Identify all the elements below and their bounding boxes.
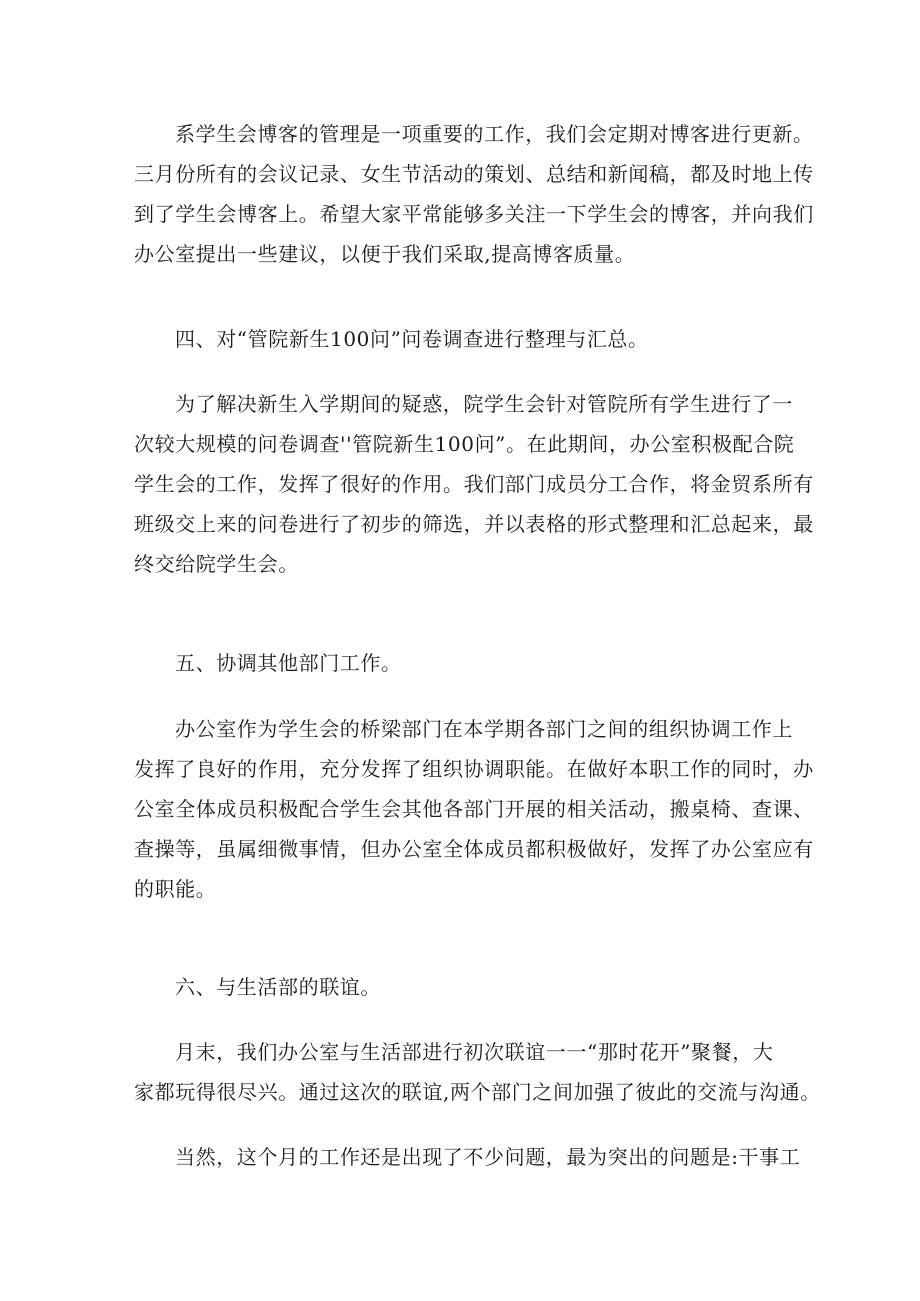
heading-survey-summary <box>134 319 790 359</box>
paragraph-social-event <box>134 1032 821 1112</box>
text-line: 班级交上来的问卷进行了初步的筛选，并以表格的形式整理和汇总起来，最 <box>134 512 814 536</box>
paragraph-blog-management <box>134 114 814 274</box>
text-line: 发挥了良好的作用，充分发挥了组织协调职能。在做好本职工作的同时，办 <box>134 757 814 781</box>
text-line: 次较大规模的问卷调查''管院新生100问”。在此期间，办公室积极配合院 <box>134 432 795 456</box>
paragraph-survey <box>134 384 814 584</box>
paragraph-problems <box>134 1137 801 1177</box>
text-line: 三月份所有的会议记录、女生节活动的策划、总结和新闻稿，都及时地上传 <box>134 162 814 186</box>
text-line: 系学生会博客的管理是一项重要的工作，我们会定期对博客进行更新。 <box>175 122 814 146</box>
text-line: 的职能。 <box>134 877 217 901</box>
text-line: 学生会的工作，发挥了很好的作用。我们部门成员分工合作，将金贸系所有 <box>134 472 814 496</box>
text-line: 办公室作为学生会的桥梁部门在本学期各部门之间的组织协调工作上 <box>175 717 793 741</box>
text-line: 查操等，虽属细微事情，但办公室全体成员都积极做好，发挥了办公室应有 <box>134 837 814 861</box>
text-line: 终交给院学生会。 <box>134 552 299 576</box>
text-line: 到了学生会博客上。希望大家平常能够多关注一下学生会的博客，并向我们 <box>134 202 814 226</box>
section-heading: 四、对“管院新生100问”问卷调查进行整理与汇总。 <box>175 327 649 351</box>
text-line: 家都玩得很尽兴。通过这次的联谊,两个部门之间加强了彼此的交流与沟通。 <box>134 1080 821 1104</box>
text-line: 月末，我们办公室与生活部进行初次联谊一一“那时花开”聚餐，大 <box>175 1040 774 1064</box>
text-line: 当然，这个月的工作还是出现了不少问题，最为突出的问题是:干事工 <box>175 1145 801 1169</box>
paragraph-coordination <box>134 709 814 909</box>
section-heading: 六、与生活部的联谊。 <box>175 975 381 999</box>
text-line: 办公室提出一些建议，以便于我们采取,提高博客质量。 <box>134 242 636 266</box>
heading-social-event <box>134 967 790 1007</box>
text-line: 公室全体成员积极配合学生会其他各部门开展的相关活动，搬桌椅、查课、 <box>134 797 814 821</box>
text-line: 为了解决新生入学期间的疑惑，院学生会针对管院所有学生进行了一 <box>175 392 793 416</box>
section-heading: 五、协调其他部门工作。 <box>175 651 402 675</box>
heading-coordination <box>134 643 790 683</box>
